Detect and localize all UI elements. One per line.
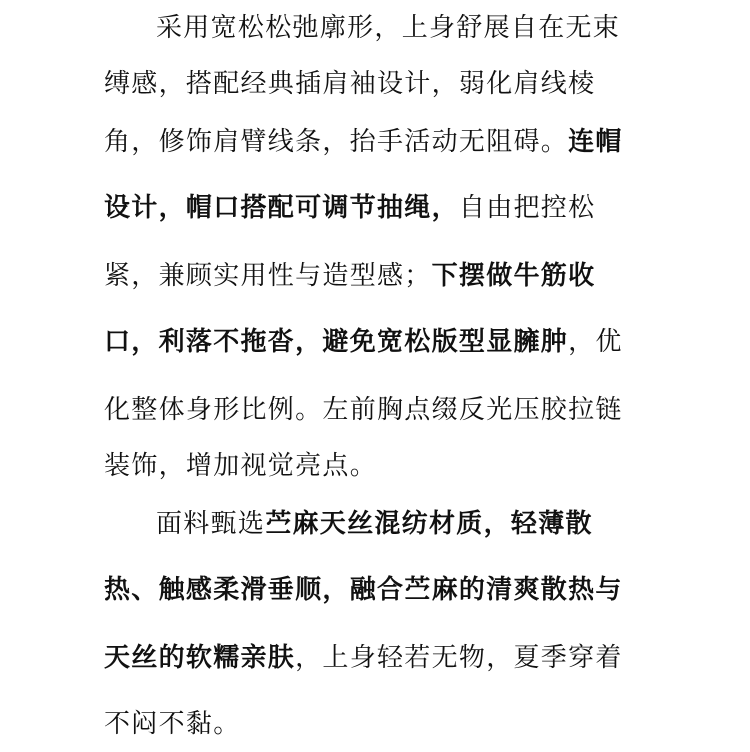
text-run: 自由把控松 [458,193,596,223]
text-run: 装饰，增加视觉亮点。 [104,451,378,481]
text-run: ，上身轻若无物，夏季穿着 [295,643,623,673]
text-line [0,704,750,744]
text-line [0,188,750,228]
text-line [0,322,750,362]
text-run: 缚感，搭配经典插肩袖设计，弱化肩线棱 [104,69,596,99]
text-line [0,446,750,486]
text-line [0,570,750,610]
bold-text-run: 下摆做牛筋收 [431,261,596,291]
bold-text-run: 口，利落不拖沓，避免宽松版型显臃肿 [104,327,569,357]
bold-text-run: 连帽 [568,127,623,157]
bold-text-run: 天丝的软糯亲肤 [104,643,296,673]
text-line [0,122,750,162]
bold-text-run: 苎麻天丝混纺材质，轻薄散 [265,509,593,539]
bold-text-run: 热、触感柔滑垂顺，融合苎麻的清爽散热与 [104,575,623,605]
text-run: 面料甄选 [156,509,266,539]
text-run: 角，修饰肩臂线条，抬手活动无阻碍。 [104,127,569,157]
text-line [0,256,750,296]
text-line [0,638,750,678]
text-line [0,390,750,430]
text-line [0,504,750,544]
text-line [0,64,750,104]
text-run: 采用宽松松弛廓形，上身舒展自在无束 [156,13,621,43]
text-run: ，优 [568,327,623,357]
bold-text-run: 设计，帽口搭配可调节抽绳， [104,193,459,223]
text-line [0,8,750,48]
text-run: 化整体身形比例。左前胸点缀反光压胶拉链 [104,395,623,425]
text-run: 紧，兼顾实用性与造型感； [104,261,432,291]
text-run: 不闷不黏。 [104,709,241,739]
